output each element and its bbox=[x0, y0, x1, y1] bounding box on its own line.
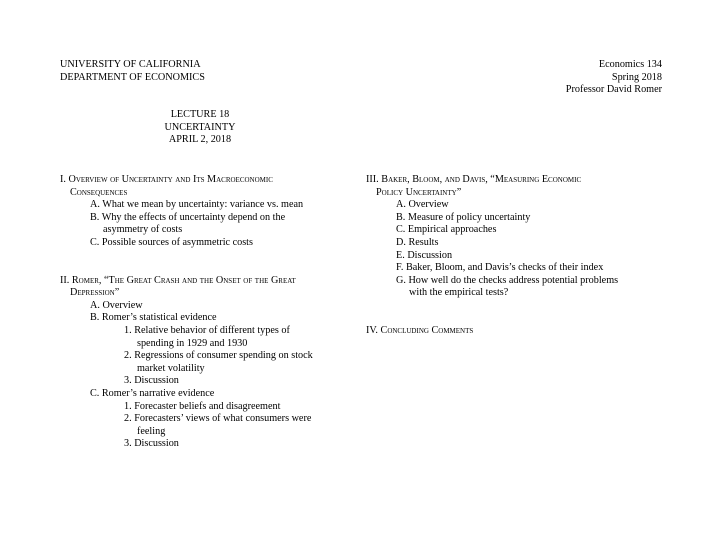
lecture-date: APRIL 2, 2018 bbox=[168, 134, 232, 146]
outline-left-column bbox=[60, 174, 360, 451]
outline-item: A. Overview bbox=[90, 299, 143, 311]
section-3 bbox=[366, 174, 666, 300]
outline-item: C. Empirical approaches bbox=[396, 224, 497, 236]
outline-item: B. Measure of policy uncertainty bbox=[396, 211, 531, 223]
section-heading: II. Romer, “The Great Crash and the Onset of the Great bbox=[60, 274, 296, 286]
outline-item: E. Discussion bbox=[396, 249, 453, 261]
outline-item-continued: with the empirical tests? bbox=[409, 287, 509, 299]
lecture-title-block bbox=[0, 109, 400, 147]
institution-block bbox=[60, 59, 205, 84]
section-1 bbox=[60, 174, 360, 250]
outline-item: D. Results bbox=[396, 236, 439, 248]
section-4 bbox=[366, 325, 666, 338]
outline-subitem: 1. Forecaster beliefs and disagreement bbox=[124, 400, 281, 412]
university-name: UNIVERSITY OF CALIFORNIA bbox=[60, 59, 201, 70]
outline-subitem: 3. Discussion bbox=[124, 438, 179, 450]
outline-subitem: 2. Forecasters’ views of what consumers were bbox=[124, 413, 312, 425]
course-block bbox=[460, 59, 662, 97]
section-heading: I. Overview of Uncertainty and Its Macroeconomic bbox=[60, 174, 273, 185]
section-2 bbox=[60, 275, 360, 451]
lecture-number: LECTURE 18 bbox=[170, 109, 230, 120]
section-heading: III. Baker, Bloom, and Davis, “Measuring Economic bbox=[366, 174, 582, 185]
outline-subitem: 3. Discussion bbox=[124, 375, 179, 387]
course-number: Economics 134 bbox=[598, 59, 662, 70]
outline-subitem: 1. Relative behavior of different types of bbox=[124, 324, 290, 336]
lecture-topic: UNCERTAINTY bbox=[164, 121, 236, 133]
outline-subitem-continued: spending in 1929 and 1930 bbox=[137, 337, 248, 349]
outline-item: A. What we mean by uncertainty: variance vs. mean bbox=[90, 199, 304, 211]
outline-subitem-continued: market volatility bbox=[137, 362, 205, 374]
outline-subitem-continued: feeling bbox=[137, 425, 166, 437]
term: Spring 2018 bbox=[611, 71, 662, 83]
section-heading-continued: Policy Uncertainty” bbox=[376, 186, 462, 198]
outline-right-column bbox=[366, 174, 666, 338]
outline-item: C. Romer’s narrative evidence bbox=[90, 387, 215, 399]
outline-item: G. How well do the checks address potential problems bbox=[396, 274, 619, 286]
section-heading: IV. Concluding Comments bbox=[366, 324, 474, 336]
department-name: DEPARTMENT OF ECONOMICS bbox=[60, 71, 205, 83]
outline-subitem: 2. Regressions of consumer spending on stock bbox=[124, 350, 313, 362]
outline-item: B. Why the effects of uncertainty depend on the bbox=[90, 211, 286, 223]
professor-name: Professor David Romer bbox=[565, 84, 662, 96]
outline-item: C. Possible sources of asymmetric costs bbox=[90, 236, 253, 248]
outline-item: B. Romer’s statistical evidence bbox=[90, 312, 217, 324]
outline-item-continued: asymmetry of costs bbox=[103, 224, 183, 236]
outline-item: F. Baker, Bloom, and Davis’s checks of their index bbox=[396, 262, 604, 274]
outline-item: A. Overview bbox=[396, 199, 449, 211]
section-heading-continued: Depression” bbox=[70, 287, 120, 299]
section-heading-continued: Consequences bbox=[70, 186, 128, 198]
